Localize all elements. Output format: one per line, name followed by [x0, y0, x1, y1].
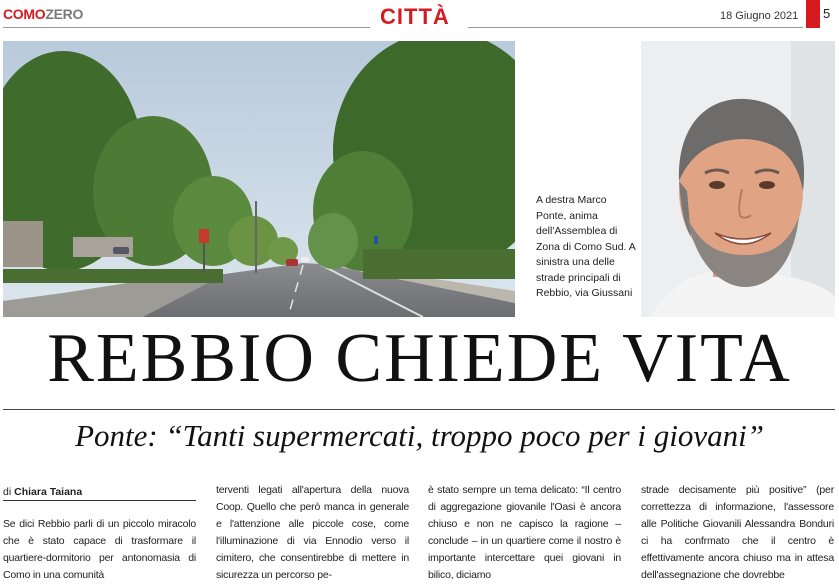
section-title: CITTÀ	[380, 4, 450, 29]
article-column-3	[428, 482, 621, 584]
byline-author: Chiara Taiana	[14, 486, 83, 498]
street-photo	[3, 41, 515, 317]
article-paragraph: terventi legati all'apertura della nuova Coop. Quello che però manca in generale e l'attenzione alle piccole cose, come l'illuminazione di via Ennodio verso il cimitero, che consentirebbe di mettere in sicurezza un percorso pe-	[216, 484, 409, 581]
article-column-2	[216, 482, 409, 584]
street-photo-illustration	[3, 41, 515, 317]
headline-rule	[3, 409, 835, 410]
byline	[3, 486, 82, 498]
page-tab-marker	[806, 0, 820, 28]
portrait-photo-illustration	[641, 41, 835, 317]
subheadline: Ponte: “Tanti supermercati, troppo poco per i giovani”	[75, 418, 764, 453]
issue-date: 18 Giugno 2021	[720, 10, 799, 22]
portrait-photo	[641, 41, 835, 317]
article-column-4	[641, 482, 834, 584]
photo-caption: A destra Marco Ponte, anima dell'Assemblea di Zona di Como Sud. A sinistra una delle strade principali di Rebbio, via Giussani	[536, 194, 636, 299]
header-rule-right	[468, 27, 803, 28]
byline-rule	[3, 500, 196, 501]
article-paragraph: strade decisamente più positive” (per correttezza di informazione, l'assessore alle Politiche Giovanili Alessandra Bonduri ci ha confrmato che il centro è effettivamente ancora chiuso ma in attesa dell'assegnazione che dovrebbe	[641, 484, 834, 581]
article-column-1	[3, 516, 196, 584]
page-number: 5	[823, 6, 831, 21]
newspaper-logo: COMOZERO	[3, 6, 84, 22]
headline: REBBIO CHIEDE VITA	[47, 320, 792, 397]
article-paragraph: è stato sempre un tema delicato: “Il centro di aggregazione giovanile l'Oasi è ancora chiuso e non ne capisco la ragione – conclude – in un quartiere come il nostro è importante intercettare quei giovani in bilico, diciamo	[428, 484, 621, 581]
article-paragraph: Se dici Rebbio parli di un piccolo miracolo che è stato capace di trasformare il quartiere-dormitorio per antonomasia di Como in una comunità	[3, 518, 196, 581]
byline-prefix: di	[3, 486, 12, 498]
header-rule-left	[3, 27, 370, 28]
